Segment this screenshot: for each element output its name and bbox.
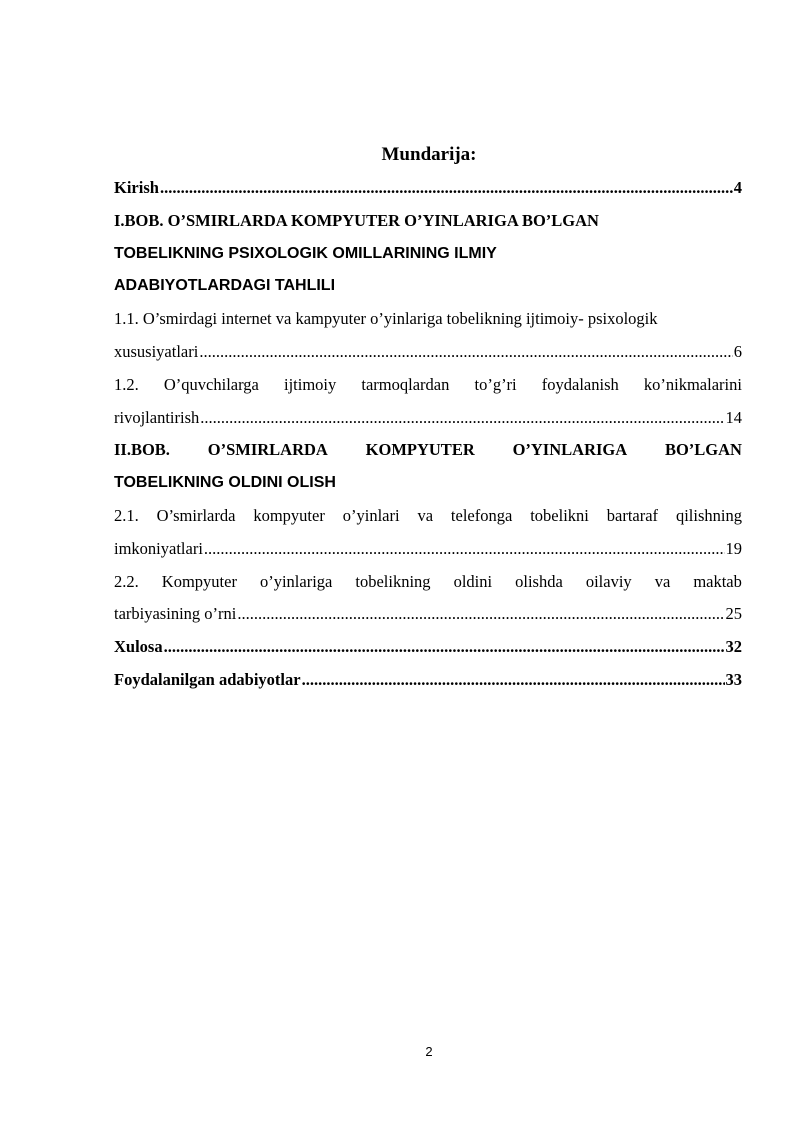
toc-word: kompyuter <box>253 505 325 525</box>
toc-entry-references[interactable] <box>114 664 742 697</box>
toc-word: qilishning <box>675 505 742 525</box>
toc-section-1-1-line2[interactable] <box>114 336 742 369</box>
toc-section-2-1-line2[interactable] <box>114 533 742 566</box>
toc-chapter1-line1[interactable]: I.BOB. O’SMIRLARDA KOMPYUTER O’YINLARIGA BO’LGAN <box>114 210 599 230</box>
toc-section-1-1-line1[interactable]: 1.1. O’smirdagi internet va kampyuter o’yinlariga tobelikning ijtimoiy- psixologik <box>114 309 658 329</box>
toc-entry-page: 25 <box>725 604 742 624</box>
dot-leader <box>164 631 725 664</box>
toc-entry-page: 14 <box>725 407 742 427</box>
toc-entry-label: Kirish <box>114 178 159 197</box>
toc-entry-intro[interactable] <box>114 172 742 205</box>
toc-word: o’yinlari <box>342 505 400 525</box>
toc-word: maktab <box>693 571 742 591</box>
toc-word: 2.2. <box>114 571 139 591</box>
toc-word: oldini <box>453 571 493 591</box>
toc-entry-page: 4 <box>733 178 742 197</box>
toc-word: olishda <box>515 571 563 591</box>
toc-entry-label: Foydalanilgan adabiyotlar <box>114 669 301 689</box>
page-number: 2 <box>425 1044 433 1059</box>
toc-entry-page: 19 <box>725 538 742 558</box>
dot-leader <box>204 533 725 566</box>
toc-word: KOMPYUTER <box>365 440 475 460</box>
dot-leader <box>237 598 724 631</box>
toc-word: telefonga <box>450 505 513 525</box>
toc-word: ko’nikmalarini <box>643 374 742 394</box>
dot-leader <box>200 402 724 435</box>
table-of-contents <box>114 172 742 697</box>
toc-section-1-2-line2[interactable] <box>114 402 742 435</box>
toc-word: to’g’ri <box>474 374 517 394</box>
toc-word: tarmoqlardan <box>361 374 450 394</box>
toc-word: va <box>654 571 671 591</box>
toc-entry-label: imkoniyatlari <box>114 538 203 558</box>
toc-word: 1.2. <box>114 374 139 394</box>
toc-chapter1-line2[interactable]: TOBELIKNING PSIXOLOGIK OMILLARINING ILMIY <box>114 244 497 262</box>
toc-section-2-2-line1[interactable] <box>114 566 742 599</box>
toc-word: 2.1. <box>114 505 139 525</box>
toc-word: ijtimoiy <box>284 374 337 394</box>
toc-chapter2-line1[interactable] <box>114 434 742 467</box>
toc-entry-label: rivojlantirish <box>114 407 200 427</box>
toc-entry-label: tarbiyasining o’rni <box>114 604 237 624</box>
dot-leader <box>199 336 732 369</box>
toc-word: II.BOB. <box>114 440 170 460</box>
toc-word: O’YINLARIGA <box>512 440 628 460</box>
toc-word: oilaviy <box>585 571 632 591</box>
dot-leader <box>160 172 733 205</box>
toc-word: bartaraf <box>606 505 659 525</box>
toc-word: O’quvchilarga <box>163 374 259 394</box>
toc-heading: Mundarija: <box>381 144 477 165</box>
toc-entry-page: 6 <box>733 341 742 361</box>
toc-entry-page: 33 <box>725 669 742 689</box>
toc-word: va <box>417 505 434 525</box>
toc-word: o’yinlariga <box>259 571 333 591</box>
toc-section-1-2-line1[interactable] <box>114 369 742 402</box>
toc-entry-conclusion[interactable] <box>114 631 742 664</box>
toc-word: foydalanish <box>541 374 619 394</box>
toc-word: tobelikni <box>530 505 589 525</box>
toc-word: Kompyuter <box>161 571 237 591</box>
toc-chapter1-line3[interactable]: ADABIYOTLARDAGI TAHLILI <box>114 277 336 295</box>
toc-section-2-1-line1[interactable] <box>114 500 742 533</box>
toc-word: BO’LGAN <box>664 440 742 460</box>
toc-word: O’smirlarda <box>156 505 236 525</box>
toc-chapter2-line2[interactable]: TOBELIKNING OLDINI OLISH <box>114 474 336 492</box>
dot-leader <box>302 664 725 697</box>
toc-entry-label: Xulosa <box>114 637 163 657</box>
toc-word: O’SMIRLARDA <box>207 440 328 460</box>
toc-entry-page: 32 <box>725 637 742 657</box>
toc-word: tobelikning <box>355 571 431 591</box>
toc-section-2-2-line2[interactable] <box>114 598 742 631</box>
toc-entry-label: xususiyatlari <box>114 341 199 361</box>
